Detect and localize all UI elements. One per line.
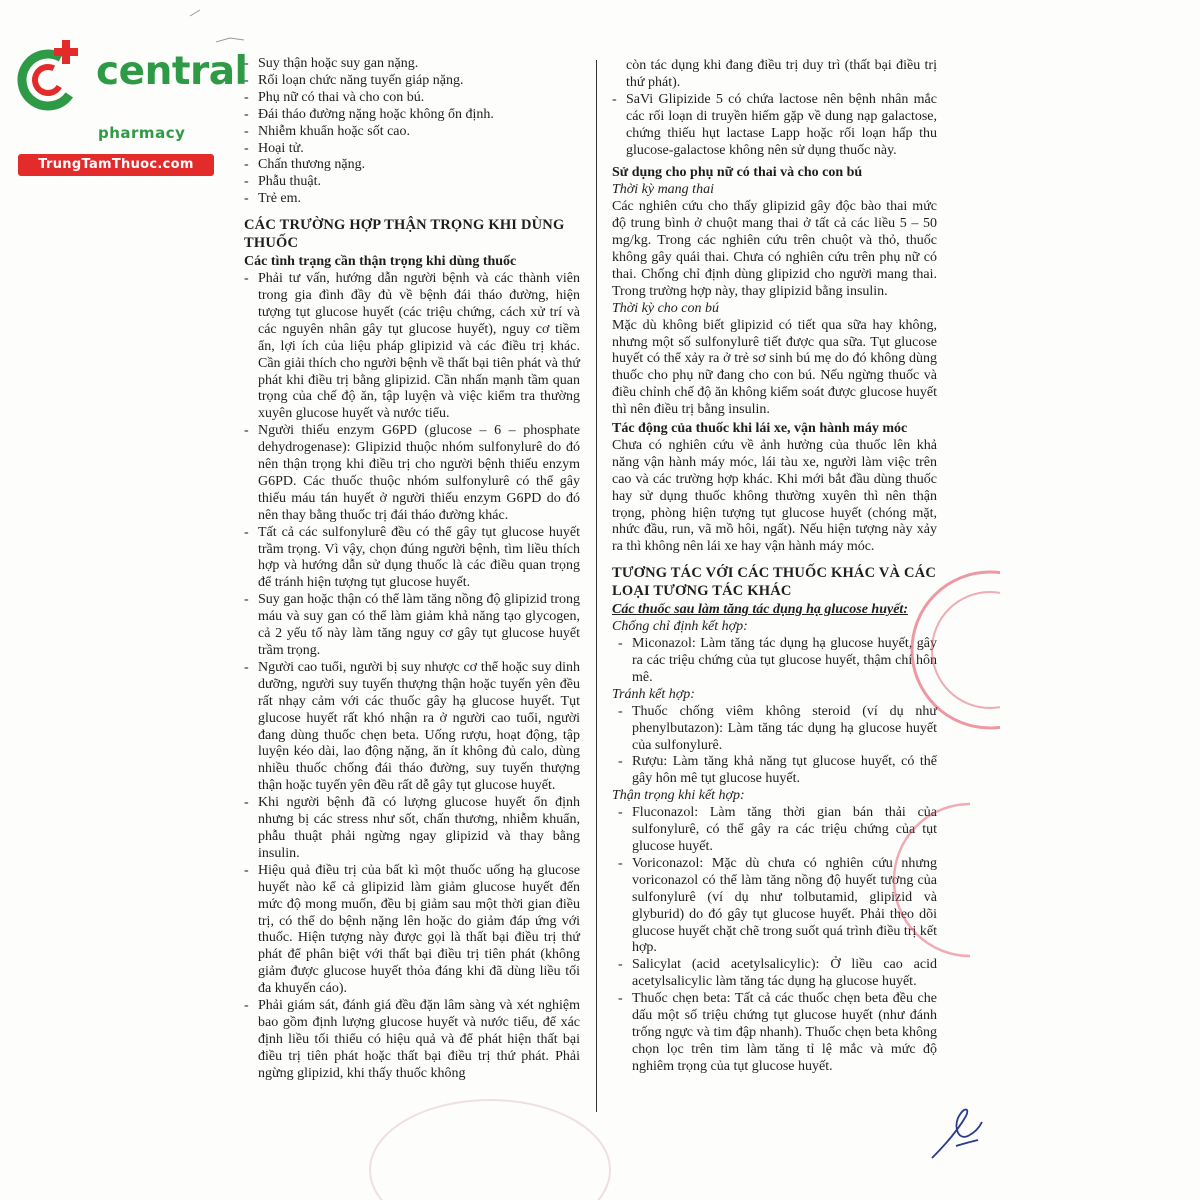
lactation-subheading: Thời kỳ cho con bú — [612, 300, 720, 316]
list-item: - SaVi Glipizide 5 có chứa lactose nên bệnh nhân mắc các rối loạn di truyền hiếm gặp về dung nạp galactose, chứng thiếu hụt lactase Lapp hoặc rối loạn hấp thu glucose-galactose không nên sử dụng thuốc này. — [612, 92, 937, 160]
list-item: - Nhiễm khuẩn hoặc sốt cao. — [244, 124, 580, 141]
column-divider — [596, 60, 597, 1112]
interactions-subheading: Các thuốc sau làm tăng tác dụng hạ glucose huyết: — [612, 602, 908, 618]
caution-list — [612, 805, 937, 1076]
brand-website[interactable]: TrungTamThuoc.com — [18, 154, 214, 176]
list-item: - Phải tư vấn, hướng dẫn người bệnh và các thành viên trong gia đình đầy đủ về bệnh đái tháo đường, hiện tượng tụt glucose huyết (các triệu chứng, cách xử trí và các nguyên nhân gây tụt glucose huyết), nguy cơ tiềm ẩn, lợi ích của liệu pháp glipizid và các điều trị khác. Cần giải thích cho người bệnh về thất bại tiên phát và thứ phát khi điều trị bằng glipizid. Cần nhấn mạnh tầm quan trọng của chế độ ăn, tập luyện và việc kiểm tra thường xuyên glucose huyết và nước tiểu. — [244, 271, 580, 423]
list-item: - Người cao tuổi, người bị suy nhược cơ thể hoặc suy dinh dưỡng, người suy tuyến thượng thận hoặc tuyến yên đều rất nhạy cảm với các thuốc gây hạ glucose huyết. Tụt glucose huyết rất khó nhận ra ở người cao tuổi, người đang dùng thuốc chẹn beta. Uống rượu, hoạt động, tập luyện kéo dài, lao động nặng, ăn ít không đủ calo, dùng nhiều thuốc chống đái tháo đường, suy tuyến thượng thận hoặc tuyến yên đều rất dễ gây tụt glucose huyết. — [244, 660, 580, 795]
list-item: - Rối loạn chức năng tuyến giáp nặng. — [244, 73, 580, 90]
caution-subheading: Thận trọng khi kết hợp: — [612, 788, 745, 804]
list-item: - Miconazol: Làm tăng tác dụng hạ glucose huyết, gây ra các triệu chứng của tụt glucose huyết, thậm chí hôn mê. — [618, 636, 937, 687]
list-item: - Trẻ em. — [244, 191, 580, 208]
pregnancy-heading: Sử dụng cho phụ nữ có thai và cho con bú — [612, 165, 863, 181]
list-item: - Salicylat (acid acetylsalicylic): Ở liều cao acid acetylsalicylic làm tăng tác dụng hạ glucose huyết. — [618, 957, 937, 991]
conditions-subheading: Các tình trạng cần thận trọng khi dùng thuốc — [244, 254, 517, 270]
faded-stamp-icon — [360, 1090, 620, 1200]
list-item: - Phụ nữ có thai và cho con bú. — [244, 90, 580, 107]
driving-text: Chưa có nghiên cứu về ảnh hưởng của thuốc lên khả năng vận hành máy móc, lái tàu xe, người làm việc trên cao và các trường hợp khác. Khi mới bắt đầu dùng thuốc hay sử dụng thuốc không thường xuyên thì nên thận trọng, phòng hiện tượng tụt glucose huyết (chóng mặt, nhức đầu, run, vã mồ hôi, ngất). Nếu hiện tượng này xảy ra thì không nên lái xe hay vận hành máy móc. — [612, 437, 937, 555]
list-item: - Tất cả các sulfonylurê đều có thể gây tụt glucose huyết trầm trọng. Vì vậy, chọn đúng người bệnh, tìm liều thích hợp và hướng dẫn sử dụng thuốc là các điều quan trọng để tránh hiện tượng tụt glucose huyết. — [244, 525, 580, 593]
signature-icon — [928, 1100, 984, 1164]
list-item: - Suy gan hoặc thận có thể làm tăng nồng độ glipizid trong máu và suy gan có thể làm giảm khả năng tạo glycogen, cả 2 yếu tố này làm tăng nguy cơ gây tụt glucose huyết trầm trọng. — [244, 592, 580, 660]
list-item: - Hiệu quả điều trị của bất kì một thuốc uống hạ glucose huyết nào kể cả glipizid làm giảm glucose huyết đến mức độ mong muốn, đều bị giảm sau một thời gian điều trị, có thể do bệnh nặng lên hoặc do giảm đáp ứng với thuốc. Hiện tượng này được gọi là thất bại điều trị thứ phát để phân biệt với thất bại điều trị tiên phát (không giảm được glucose huyết thỏa đáng khi đã dùng liều tối đa khuyến cáo). — [244, 863, 580, 998]
pregnancy-subheading: Thời kỳ mang thai — [612, 182, 714, 198]
central-pharmacy-logo-icon — [10, 36, 92, 118]
brand-logo[interactable] — [10, 36, 248, 172]
list-item: - Fluconazol: Làm tăng thời gian bán thải của sulfonylurê, có thể gây ra các triệu chứng của tụt glucose huyết. — [618, 805, 937, 856]
continued-text: còn tác dụng khi đang điều trị duy trì (thất bại điều trị thứ phát). — [626, 58, 937, 90]
scan-mark-icon — [186, 6, 266, 46]
right-column — [612, 58, 937, 1076]
list-item: - Người thiếu enzym G6PD (glucose – 6 – phosphate dehydrogenase): Glipizid thuộc nhóm sulfonylurê do đó nên thận trọng khi điều trị cho người bệnh thiếu enzym G6PD. Các thuốc thuộc nhóm sulfonylurê có thể gây thiếu máu tán huyết ở người thiếu enzym G6PD do đó nên thay bằng thuốc trị đái tháo đường khác. — [244, 423, 580, 524]
list-item: - Phải giám sát, đánh giá đều đặn lâm sàng và xét nghiệm bao gồm định lượng glucose huyết và nước tiểu, để xác định liều tối thiểu có hiệu quả và để phát hiện thất bại điều trị tiên phát hoặc thất bại điều trị thứ phát. Phải ngừng glipizid, khi thấy thuốc không — [244, 998, 580, 1083]
list-item: - Rượu: Làm tăng khả năng tụt glucose huyết, có thể gây hôn mê tụt glucose huyết. — [618, 754, 937, 788]
left-column — [244, 56, 580, 1083]
list-item: - Đái tháo đường nặng hoặc không ổn định. — [244, 107, 580, 124]
contraindicated-list — [612, 636, 937, 687]
pregnancy-text: Các nghiên cứu cho thấy glipizid gây độc bào thai mức độ trung bình ở chuột mang thai ở tất cả các liều 5 – 50 mg/kg. Trong các nghiên cứu trên chuột và thỏ, thuốc không gây quái thai. Chưa có nghiên cứu trên phụ nữ có thai. Chống chỉ định dùng glipizid cho người mang thai. Trong trường hợp này, thay glipizid bằng insulin. — [612, 199, 937, 299]
contraindicated-subheading: Chống chỉ định kết hợp: — [612, 619, 748, 635]
list-item: - Khi người bệnh đã có lượng glucose huyết ổn định nhưng bị các stress như sốt, chấn thương, nhiễm khuẩn, phẫu thuật phải ngừng ngay glipizid và thay bằng insulin. — [244, 795, 580, 863]
lactation-text: Mặc dù không biết glipizid có tiết qua sữa hay không, nhưng một số sulfonylurê tiết được qua sữa. Tụt glucose huyết có thể xảy ra ở trẻ sơ sinh bú mẹ do đó không dùng thuốc cho phụ nữ đang cho con bú. Nếu ngừng thuốc và điều chỉnh chế độ ăn không kiểm soát được glucose huyết thì nên điều trị bằng insulin. — [612, 317, 937, 418]
avoid-list — [612, 704, 937, 789]
driving-heading: Tác động của thuốc khi lái xe, vận hành máy móc — [612, 421, 908, 437]
list-item: - Phẫu thuật. — [244, 174, 580, 191]
list-item: - Thuốc chống viêm không steroid (ví dụ như phenylbutazon): Làm tăng tác dụng hạ glucose huyết của sulfonylurê. — [618, 704, 937, 755]
brand-name: central — [96, 49, 248, 94]
lactose-list — [612, 92, 937, 160]
list-item: - Hoại tử. — [244, 141, 580, 158]
precautions-list — [244, 271, 580, 1083]
list-item: - Thuốc chẹn beta: Tất cả các thuốc chẹn beta đều che dấu một số triệu chứng tụt glucose huyết (như đánh trống ngực và tim đập nhanh). Thuốc chẹn beta không chọn lọc trên tim làm tăng tỉ lệ mắc và mức độ nghiêm trọng của tụt glucose huyết. — [618, 991, 937, 1076]
list-item: - Voriconazol: Mặc dù chưa có nghiên cứu nhưng voriconazol có thể làm tăng nồng độ huyết tương của sulfonylurê (ví dụ như tolbutamid, glipizid và glyburid) do đó gây tụt glucose huyết. Phải theo dõi glucose huyết chặt chẽ trong suốt quá trình điều trị kết hợp. — [618, 856, 937, 957]
brand-sub: pharmacy — [98, 124, 186, 142]
interactions-heading: TƯƠNG TÁC VỚI CÁC THUỐC KHÁC VÀ CÁC LOẠI TƯƠNG TÁC KHÁC — [612, 565, 937, 600]
list-item: - Suy thận hoặc suy gan nặng. — [244, 56, 580, 73]
avoid-subheading: Tránh kết hợp: — [612, 686, 695, 702]
list-item: - Chấn thương nặng. — [244, 157, 580, 174]
precautions-heading: CÁC TRƯỜNG HỢP THẬN TRỌNG KHI DÙNG THUỐC — [244, 217, 565, 252]
contraindication-list-top — [244, 56, 580, 208]
